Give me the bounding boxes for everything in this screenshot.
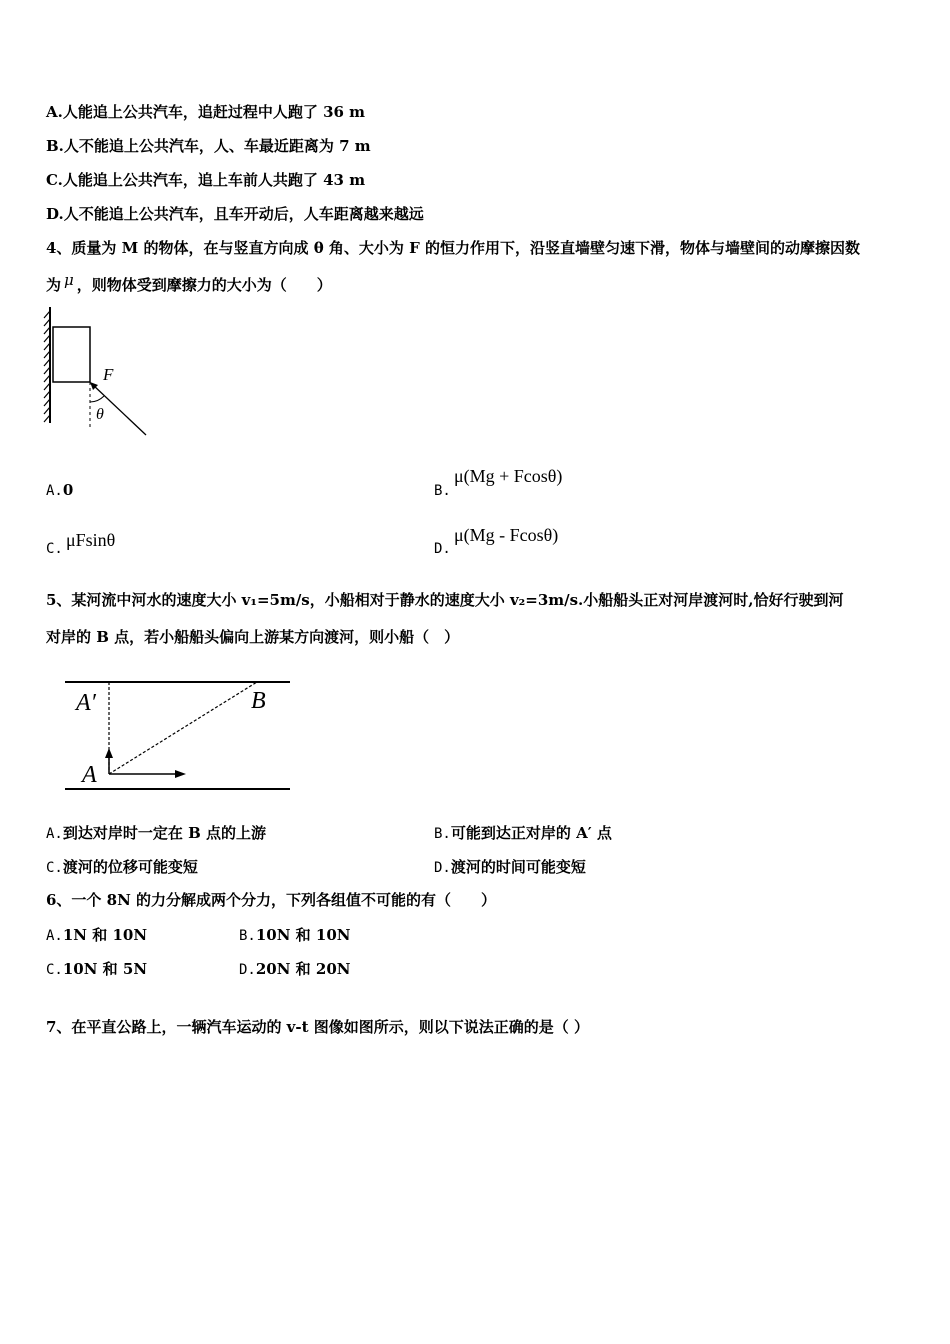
point-b-label: B [251, 688, 266, 714]
q6-option-c: C.10N 和 5N [46, 960, 148, 978]
q5-stem-line1: 5、某河流中河水的速度大小 v₁=5m/s，小船相对于静水的速度大小 v₂=3m/s.小船船头正对河岸渡河时,恰好行驶到河 [46, 591, 844, 609]
q3-option-b: B.人不能追上公共汽车，人、车最近距离为 7 m [46, 137, 371, 155]
q5-stem-line2: 对岸的 B 点，若小船船头偏向上游某方向渡河，则小船（ ） [46, 628, 460, 646]
q6-option-a: A.1N 和 10N [46, 926, 148, 944]
diagonal-dashed-line [109, 682, 257, 774]
angle-arc [90, 396, 104, 402]
q4-wall-figure [40, 305, 160, 440]
force-label: F [103, 365, 114, 384]
point-a-prime-label: A′ [76, 690, 96, 716]
q3-option-c: C.人能追上公共汽车，追上车前人共跑了 43 m [46, 171, 366, 189]
q4-stem-prefix: 为 [46, 276, 62, 294]
q4-stem-line2 [46, 271, 332, 295]
boat-velocity-arrowhead [105, 748, 113, 758]
point-a-label: A [82, 762, 97, 788]
q4-option-a-label: A. [46, 483, 63, 499]
q5-option-a: A.到达对岸时一定在 B 点的上游 [46, 824, 266, 842]
q4-option-b-label: B. [434, 483, 451, 499]
water-velocity-arrowhead [175, 770, 186, 778]
q3-option-d: D.人不能追上公共汽车，且车开动后，人车距离越来越远 [46, 205, 424, 223]
q4-option-a-text: 0 [62, 481, 74, 499]
q4-option-c-formula: μFsinθ [66, 530, 116, 550]
q4-option-d-formula: μ(Mg - Fcosθ) [454, 525, 559, 545]
q5-option-d: D.渡河的时间可能变短 [434, 858, 586, 876]
q5-option-c: C.渡河的位移可能变短 [46, 858, 198, 876]
q4-mu-symbol: μ [64, 271, 74, 289]
q4-option-a [46, 480, 73, 501]
q4-option-d-label: D. [434, 541, 451, 557]
block [53, 327, 90, 382]
angle-label: θ [96, 406, 104, 423]
q4-stem-suffix: ，则物体受到摩擦力的大小为（ ） [76, 276, 332, 294]
q5-option-b: B.可能到达正对岸的 A′ 点 [434, 824, 612, 842]
q5-river-figure [60, 672, 295, 797]
q6-option-d: D.20N 和 20N [239, 960, 351, 978]
q4-stem-line1: 4、质量为 M 的物体，在与竖直方向成 θ 角、大小为 F 的恒力作用下，沿竖直墙壁匀速下滑，物体与墙壁间的动摩擦因数 [46, 239, 861, 257]
q7-stem: 7、在平直公路上，一辆汽车运动的 v-t 图像如图所示，则以下说法正确的是（ ） [46, 1018, 589, 1036]
q6-stem: 6、一个 8N 的力分解成两个分力，下列各组值不可能的有（ ） [46, 891, 497, 909]
q4-option-c-label: C. [46, 541, 63, 557]
q4-option-b-formula: μ(Mg + Fcosθ) [454, 466, 563, 486]
q6-option-b: B.10N 和 10N [239, 926, 351, 944]
q3-option-a: A.人能追上公共汽车，追赶过程中人跑了 36 m [46, 103, 366, 121]
